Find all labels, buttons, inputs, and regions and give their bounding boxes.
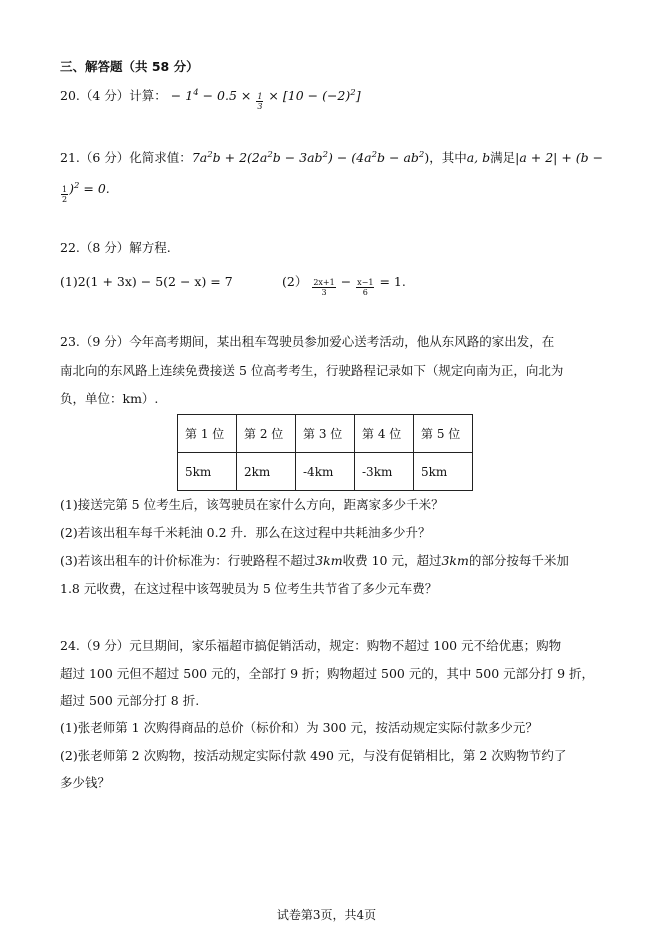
q23-line-2: 南北向的东风路上连续免费接送 5 位高考考生，行驶路程记录如下（规定向南为正，向北为 — [60, 363, 564, 378]
q22-part-2: (2） $\frac{2x+1}{3}$ − $\frac{x-1}{6}$ = 1. — [282, 274, 406, 297]
q20-expression: − $1^4 - 0.5$ × $\frac{1}{3}$ × $[10 - (-2)^2]$ — [170, 88, 361, 111]
table-cell: 5km — [414, 453, 473, 491]
q22-part-1: (1)2(1 + 3x) − 5(2 − x) = 7 — [60, 274, 233, 289]
question-21 — [60, 149, 603, 167]
table-cell: -4km — [296, 453, 355, 491]
q21-label: 21.（6 分）化简求值： — [60, 150, 192, 165]
table-header-cell: 第 4 位 — [355, 415, 414, 453]
table-header-row — [178, 415, 473, 453]
q23-line-1: 23.（9 分）今年高考期间，某出租车驾驶员参加爱心送考活动，他从东风路的家出发，在 — [60, 334, 555, 349]
q23-sub-2: (2)若该出租车每千米耗油 0.2 升．那么在这过程中共耗油多少升？ — [60, 525, 431, 540]
q24-sub-2-line-2: 多少钱？ — [60, 775, 111, 790]
q21-line-2: $\frac{1}{2}$ )$^2$ = 0. — [62, 181, 110, 204]
table-header-cell: 第 5 位 — [414, 415, 473, 453]
question-20 — [60, 87, 361, 111]
q24-line-3: 超过 500 元部分打 8 折. — [60, 693, 200, 708]
table-header-cell: 第 2 位 — [237, 415, 296, 453]
page-footer: 试卷第3页，共4页 — [276, 908, 377, 922]
q23-sub-3-line-2: 1.8 元收费，在这过程中该驾驶员为 5 位考生共节省了多少元车费？ — [60, 581, 438, 596]
section-header: 三、解答题（共 58 分） — [60, 59, 199, 74]
q23-sub-1: (1)接送完第 5 位考生后，该驾驶员在家什么方向，距离家多少千米？ — [60, 497, 444, 512]
q20-label: 20.（4 分）计算： — [60, 88, 167, 103]
table-header-cell: 第 3 位 — [296, 415, 355, 453]
q23-line-3: 负，单位：km）. — [60, 391, 159, 406]
table-cell: 2km — [237, 453, 296, 491]
table-header-cell: 第 1 位 — [178, 415, 237, 453]
q24-line-2: 超过 100 元但不超过 500 元的，全部打 9 折；购物超过 500 元的，其中 500 元部分打 9 折， — [60, 666, 595, 681]
q24-sub-2: (2)张老师第 2 次购物，按活动规定实际付款 490 元，与没有促销相比，第 2 次购物节约了 — [60, 748, 567, 763]
q24-sub-1: (1)张老师第 1 次购得商品的总价（标价和）为 300 元，按活动规定实际付款多少元？ — [60, 720, 538, 735]
table-cell: 5km — [178, 453, 237, 491]
q23-sub-3: (3)若该出租车的计价标准为：行驶路程不超过3km收费 10 元，超过3km的部分按每千米加 — [60, 553, 569, 568]
q20-fraction: $\frac{1}{3}$ — [257, 92, 263, 111]
question-22: 22.（8 分）解方程. — [60, 240, 171, 255]
distance-table — [177, 414, 473, 491]
table-cell: -3km — [355, 453, 414, 491]
q24-line-1: 24.（9 分）元旦期间，家乐福超市搞促销活动，规定：购物不超过 100 元不给优惠；购物 — [60, 638, 562, 653]
q21-expression: $7a^2b + 2(2a^2b - 3ab^2) - (4a^2b - ab^2)$，其中a, b满足|a + 2| + (b − — [191, 150, 604, 165]
table-row — [178, 453, 473, 491]
